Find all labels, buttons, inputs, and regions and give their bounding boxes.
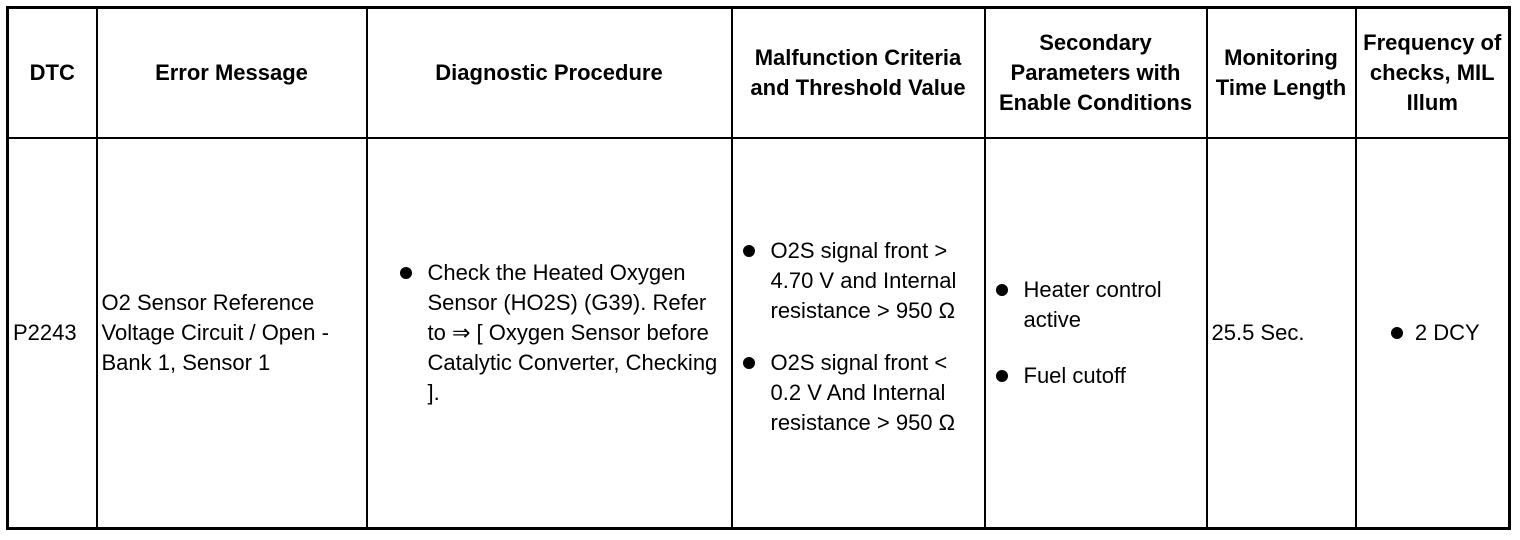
monitoring-time: 25.5 Sec. — [1207, 138, 1356, 529]
diagnostic-procedure-list — [372, 258, 727, 408]
dtc-table — [6, 6, 1511, 530]
frequency-item: 2 DCY — [1385, 318, 1480, 348]
diagnostic-procedure-item: Check the Heated Oxygen Sensor (HO2S) (G39). Refer to ⇒ [ Oxygen Sensor before Catalytic Converter, Checking ]. — [394, 258, 727, 408]
header-secondary-parameters: Secondary Parameters with Enable Conditions — [985, 8, 1207, 139]
diagnostic-procedure-cell — [367, 138, 732, 529]
secondary-parameter-item: Heater control active — [990, 275, 1202, 335]
error-message: O2 Sensor Reference Voltage Circuit / Open - Bank 1, Sensor 1 — [97, 138, 367, 529]
secondary-parameter-item: Fuel cutoff — [990, 361, 1202, 391]
header-frequency: Frequency of checks, MIL Illum — [1356, 8, 1510, 139]
header-diagnostic-procedure: Diagnostic Procedure — [367, 8, 732, 139]
header-malfunction-criteria: Malfunction Criteria and Threshold Value — [732, 8, 985, 139]
malfunction-criteria-cell — [732, 138, 985, 529]
malfunction-criteria-item: O2S signal front < 0.2 V And Internal resistance > 950 Ω — [737, 348, 980, 438]
malfunction-criteria-list — [737, 236, 980, 438]
table-header-row — [8, 8, 1510, 139]
malfunction-criteria-item: O2S signal front > 4.70 V and Internal resistance > 950 Ω — [737, 236, 980, 326]
table-row — [8, 138, 1510, 529]
frequency-cell — [1356, 138, 1510, 529]
secondary-parameters-list — [990, 275, 1202, 391]
header-dtc: DTC — [8, 8, 97, 139]
frequency-list — [1361, 318, 1505, 348]
header-error-message: Error Message — [97, 8, 367, 139]
header-monitoring-time: Monitoring Time Length — [1207, 8, 1356, 139]
dtc-code: P2243 — [8, 138, 97, 529]
secondary-parameters-cell — [985, 138, 1207, 529]
